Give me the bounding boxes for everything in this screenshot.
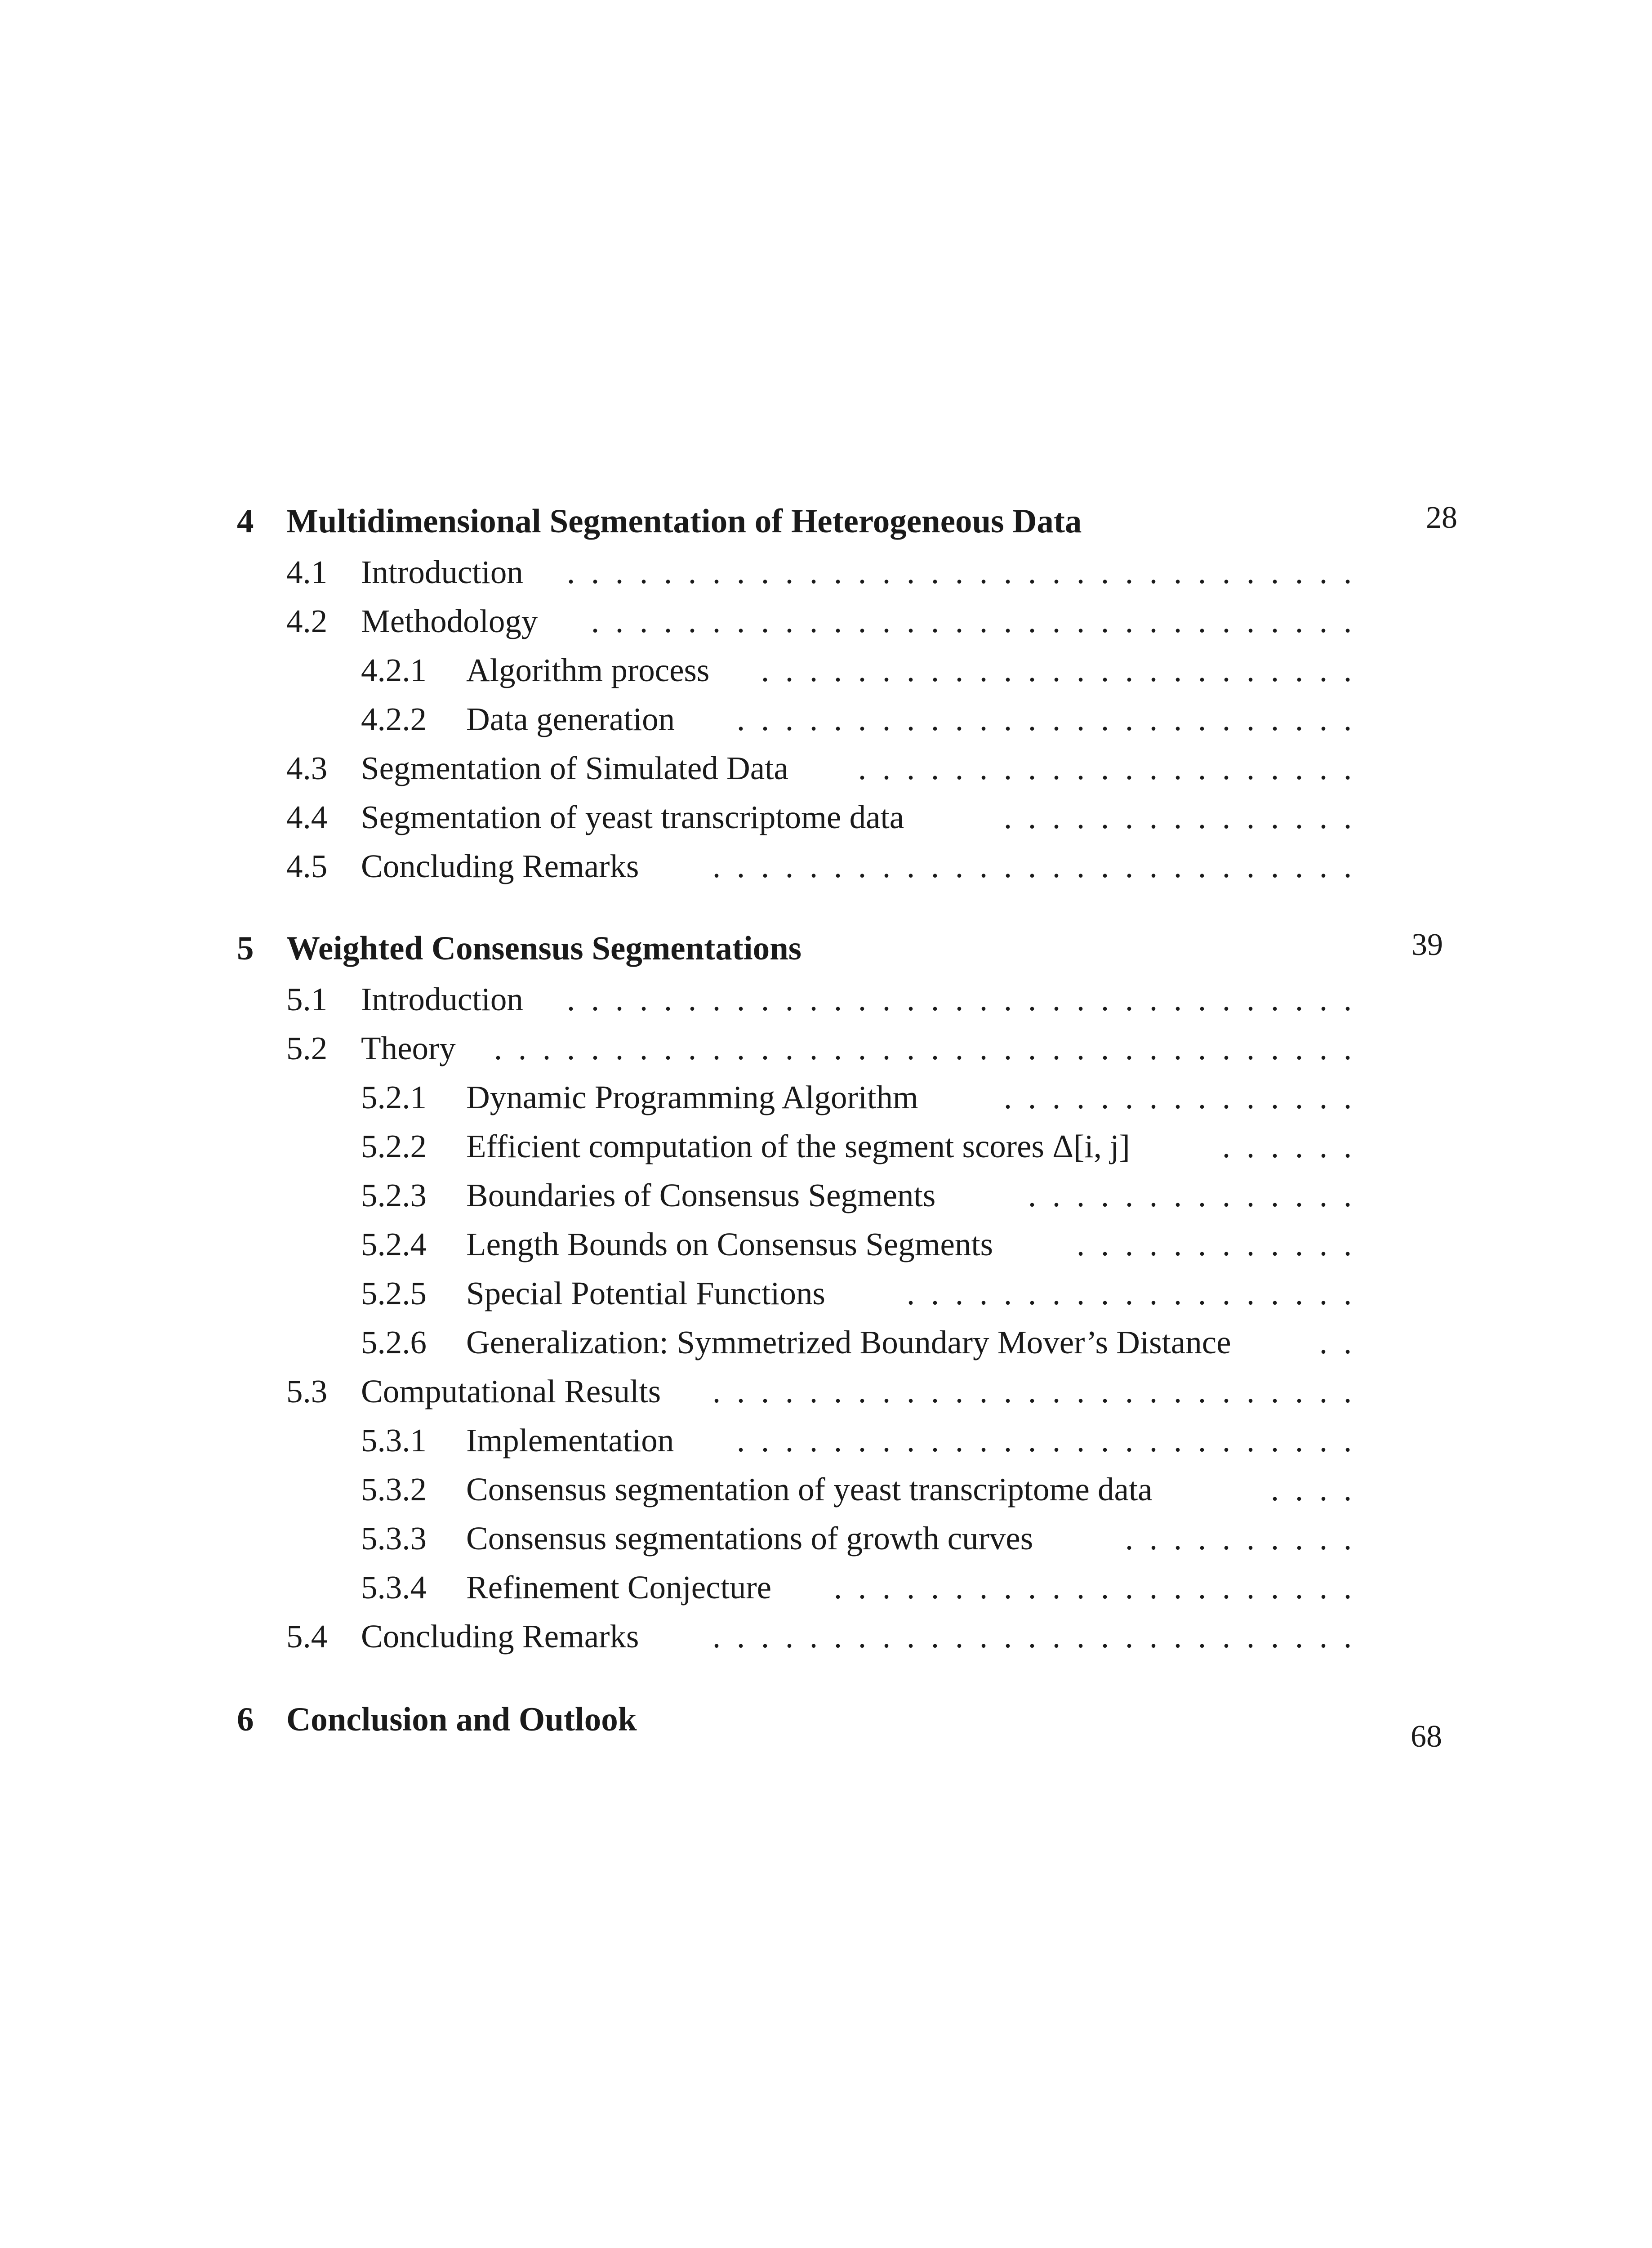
- dot-leader: ..............: [1028, 1177, 1352, 1213]
- dot-leader: ....................................: [494, 1030, 1352, 1066]
- dot-leader: ...............: [1003, 1079, 1352, 1115]
- dot-leader: .................................: [566, 554, 1352, 590]
- subsection-number: 5.2.3: [361, 1177, 427, 1213]
- dot-leader: ...................: [906, 1275, 1352, 1311]
- section-title: Segmentation of Simulated Data: [361, 750, 788, 786]
- subsection-number: 4.2.2: [361, 701, 427, 737]
- chapter-number: 4: [237, 503, 254, 540]
- subsection-number: 5.3.4: [361, 1569, 427, 1606]
- section-number: 4.2: [286, 603, 328, 639]
- section-number: 5.3: [286, 1373, 328, 1409]
- dot-leader: .........................: [761, 652, 1352, 688]
- dot-leader: .....................: [858, 750, 1352, 786]
- dot-leader: ......................: [833, 1569, 1352, 1606]
- dot-leader: ...........................: [712, 1373, 1352, 1409]
- subsection-title: Consensus segmentations of growth curves: [466, 1520, 1033, 1557]
- subsection-title: Length Bounds on Consensus Segments: [466, 1226, 993, 1262]
- section-number: 5.1: [286, 981, 328, 1017]
- toc-section-4-3: [0, 744, 1652, 793]
- dot-leader: ......: [1222, 1128, 1352, 1164]
- subsection-title: Special Potential Functions: [466, 1275, 825, 1311]
- chapter-title: Weighted Consensus Segmentations: [286, 930, 802, 967]
- subsection-number: 5.2.1: [361, 1079, 427, 1115]
- chapter-page-number: 28: [1426, 500, 1457, 535]
- chapter-title: Multidimensional Segmentation of Heterogeneous Data: [286, 503, 1082, 540]
- section-title: Concluding Remarks: [361, 1618, 639, 1655]
- chapter-page-number: 68: [1411, 1719, 1442, 1754]
- section-number: 5.2: [286, 1030, 328, 1066]
- subsection-number: 5.2.6: [361, 1324, 427, 1360]
- chapter-number: 6: [237, 1701, 254, 1738]
- toc-subsection-5-3-2: [0, 1465, 1652, 1514]
- toc-subsection-5-2-6: [0, 1318, 1652, 1367]
- dot-leader: ...........................: [712, 1618, 1352, 1655]
- toc-section-5-4: [0, 1612, 1652, 1661]
- toc-chapter-4: [0, 497, 1652, 546]
- toc-chapter-5: [0, 924, 1652, 973]
- subsection-title: Generalization: Symmetrized Boundary Mover’s Distance: [466, 1324, 1231, 1360]
- section-title: Theory: [361, 1030, 456, 1066]
- subsection-number: 5.3.2: [361, 1471, 427, 1508]
- toc-section-5-2: [0, 1024, 1652, 1073]
- toc-subsection-5-2-1: [0, 1073, 1652, 1122]
- toc-subsection-5-2-5: [0, 1269, 1652, 1318]
- dot-leader: ..........: [1125, 1520, 1352, 1557]
- section-number: 4.4: [286, 799, 328, 835]
- toc-subsection-5-3-1: [0, 1416, 1652, 1465]
- subsection-number: 4.2.1: [361, 652, 427, 688]
- subsection-title: Dynamic Programming Algorithm: [466, 1079, 918, 1115]
- chapter-title: Conclusion and Outlook: [286, 1701, 637, 1738]
- dot-leader: ...........................: [712, 848, 1352, 884]
- chapter-number: 5: [237, 930, 254, 967]
- toc-chapter-6: [0, 1695, 1652, 1754]
- section-title: Introduction: [361, 981, 523, 1017]
- subsection-number: 5.3.3: [361, 1520, 427, 1557]
- toc-subsection-5-2-2: [0, 1122, 1652, 1171]
- section-number: 4.1: [286, 554, 328, 590]
- toc-subsection-5-2-4: [0, 1220, 1652, 1269]
- toc-subsection-5-2-3: [0, 1171, 1652, 1220]
- dot-leader: ................................: [591, 603, 1352, 639]
- section-title: Computational Results: [361, 1373, 661, 1409]
- dot-leader: ....: [1270, 1471, 1352, 1508]
- section-title: Segmentation of yeast transcriptome data: [361, 799, 904, 835]
- toc-section-4-5: [0, 842, 1652, 891]
- subsection-number: 5.2.2: [361, 1128, 427, 1164]
- section-title: Concluding Remarks: [361, 848, 639, 884]
- subsection-number: 5.2.4: [361, 1226, 427, 1262]
- subsection-number: 5.2.5: [361, 1275, 427, 1311]
- dot-leader: ..........................: [736, 701, 1352, 737]
- section-title: Methodology: [361, 603, 538, 639]
- subsection-title: Algorithm process: [466, 652, 710, 688]
- section-number: 5.4: [286, 1618, 328, 1655]
- toc-section-5-1: [0, 975, 1652, 1024]
- chapter-page-number: 39: [1412, 928, 1443, 962]
- section-number: 4.3: [286, 750, 328, 786]
- dot-leader: ............: [1076, 1226, 1352, 1262]
- subsection-title: Implementation: [466, 1422, 674, 1459]
- section-title: Introduction: [361, 554, 523, 590]
- dot-leader: .................................: [566, 981, 1352, 1017]
- toc-section-4-1: [0, 548, 1652, 597]
- toc-section-4-2: [0, 597, 1652, 646]
- subsection-number: 5.3.1: [361, 1422, 427, 1459]
- dot-leader: ..........................: [736, 1422, 1352, 1459]
- dot-leader: ...............: [1003, 799, 1352, 835]
- subsection-title: Boundaries of Consensus Segments: [466, 1177, 936, 1213]
- toc-subsection-5-3-4: [0, 1563, 1652, 1612]
- dot-leader: ..: [1319, 1324, 1352, 1360]
- toc-section-4-4: [0, 793, 1652, 842]
- subsection-title: Refinement Conjecture: [466, 1569, 772, 1606]
- subsection-title: Data generation: [466, 701, 675, 737]
- subsection-title: Consensus segmentation of yeast transcriptome data: [466, 1471, 1153, 1508]
- subsection-title: Efficient computation of the segment scores Δ[i, j]: [466, 1128, 1130, 1164]
- toc-section-5-3: [0, 1367, 1652, 1416]
- toc-subsection-5-3-3: [0, 1514, 1652, 1563]
- section-number: 4.5: [286, 848, 328, 884]
- toc-subsection-4-2-1: [0, 646, 1652, 695]
- toc-subsection-4-2-2: [0, 695, 1652, 744]
